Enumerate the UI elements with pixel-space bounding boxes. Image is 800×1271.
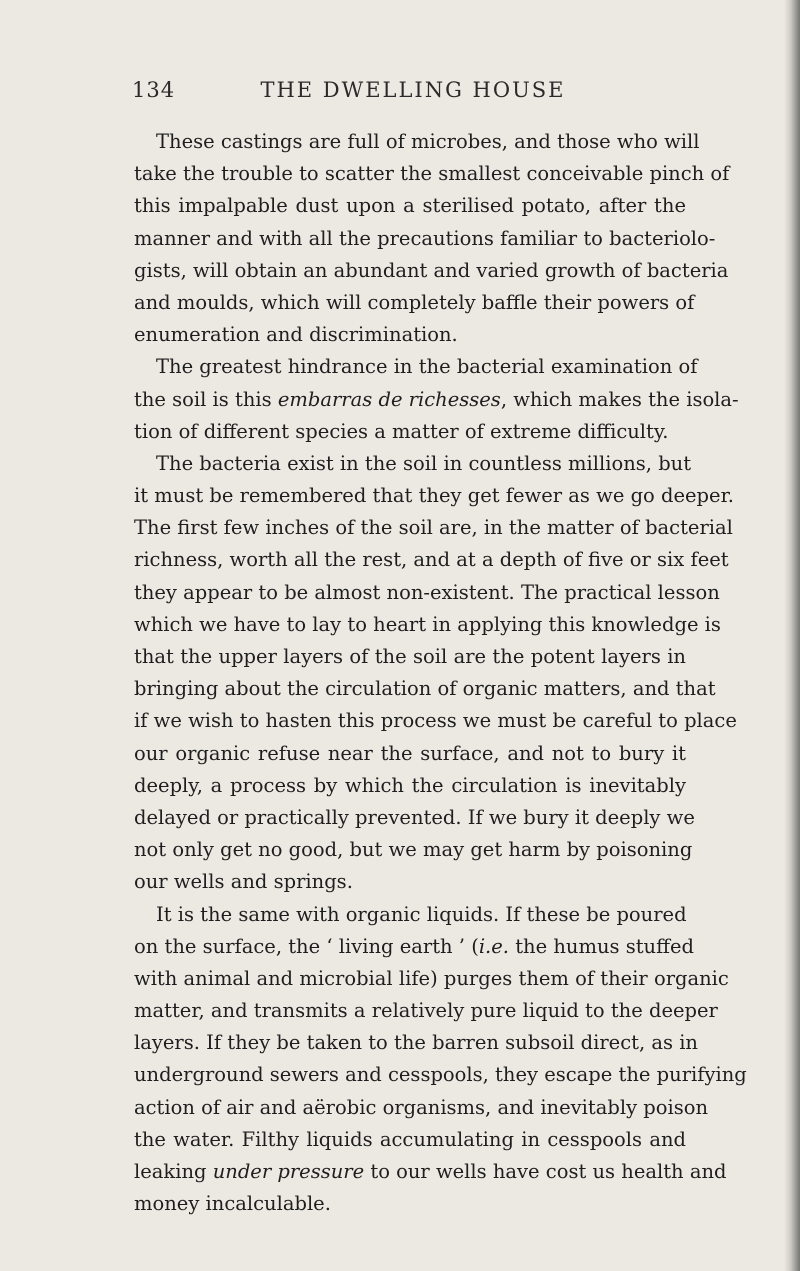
text-line xyxy=(134,223,716,255)
body-text xyxy=(134,126,747,1220)
text-line xyxy=(134,416,686,448)
text-run: on the surface, the ‘ living earth ’ ( xyxy=(134,934,479,958)
text-line xyxy=(134,641,686,673)
text-run: deeply, a process by which the circulation is inevitably xyxy=(134,773,686,797)
text-run: tion of different species a matter of extreme difficulty. xyxy=(134,419,669,443)
italic-phrase: embarras de richesses xyxy=(277,387,501,411)
text-line xyxy=(134,673,716,705)
text-line xyxy=(134,705,737,737)
page-header xyxy=(132,78,680,108)
text-run: money incalculable. xyxy=(134,1192,331,1216)
text-line xyxy=(134,1092,709,1124)
text-line xyxy=(134,866,686,898)
text-run: bringing about the circulation of organic matters, and that xyxy=(134,677,716,701)
text-line xyxy=(134,899,686,931)
italic-phrase: i.e. xyxy=(478,934,509,958)
text-run: the humus stuffed xyxy=(509,934,694,958)
text-run: matter, and transmits a relatively pure liquid to the deeper xyxy=(134,999,718,1023)
text-run: It is the same with organic liquids. If these be poured xyxy=(156,902,687,926)
text-line xyxy=(134,384,739,416)
text-run: manner and with all the precautions familiar to bacteriolo- xyxy=(134,226,716,250)
text-run: , which makes the isola- xyxy=(500,387,739,411)
text-line xyxy=(134,190,686,222)
text-line xyxy=(134,1059,747,1091)
text-run: and moulds, which will completely baffle their powers of xyxy=(134,290,695,314)
text-run: leaking xyxy=(134,1160,213,1183)
italic-phrase: under pressure xyxy=(212,1160,365,1183)
text-line xyxy=(134,802,695,834)
text-run: enumeration and discrimination. xyxy=(134,323,458,347)
text-run: gists, will obtain an abundant and varied growth of bacteria xyxy=(134,258,729,282)
text-line xyxy=(134,480,734,512)
text-line xyxy=(134,995,718,1027)
text-run: with animal and microbial life) purges them of their organic xyxy=(134,966,729,990)
text-run: it must be remembered that they get fewer as we go deeper. xyxy=(134,484,734,508)
text-run: they appear to be almost non-existent. The practical lesson xyxy=(134,580,720,604)
running-title: THE DWELLING HOUSE xyxy=(260,78,566,102)
page-number: 134 xyxy=(132,78,176,102)
text-line xyxy=(134,255,729,287)
text-run: the soil is this xyxy=(134,387,278,411)
text-run: not only get no good, but we may get harm by poisoning xyxy=(134,838,693,862)
text-line xyxy=(134,1027,698,1059)
text-line xyxy=(134,1188,686,1220)
text-run: the water. Filthy liquids accumulating in cesspools and xyxy=(134,1127,686,1151)
text-run: our organic refuse near the surface, and not to bury it xyxy=(134,741,686,765)
text-run: this impalpable dust upon a sterilised potato, after the xyxy=(134,194,686,218)
text-run: take the trouble to scatter the smallest conceivable pinch of xyxy=(134,162,730,186)
text-run: which we have to lay to heart in applying this knowledge is xyxy=(134,612,721,636)
text-line xyxy=(134,1124,686,1156)
text-line xyxy=(134,448,692,480)
text-line xyxy=(134,738,686,770)
text-run: The greatest hindrance in the bacterial examination of xyxy=(156,355,698,379)
text-run: The first few inches of the soil are, in the matter of bacterial xyxy=(134,516,733,540)
text-run: These castings are full of microbes, and those who will xyxy=(156,130,700,153)
text-line xyxy=(134,770,686,802)
text-line xyxy=(134,351,698,383)
text-line xyxy=(134,931,694,963)
text-line xyxy=(134,287,695,319)
text-run: The bacteria exist in the soil in countless millions, but xyxy=(156,451,692,475)
text-run: that the upper layers of the soil are the potent layers in xyxy=(134,645,686,668)
text-run: to our wells have cost us health and xyxy=(364,1160,727,1183)
text-line xyxy=(134,834,693,866)
text-line xyxy=(134,512,733,544)
text-run: action of air and aërobic organisms, and inevitably poison xyxy=(134,1095,709,1119)
page-edge-shadow xyxy=(784,0,800,1271)
text-line xyxy=(134,609,721,641)
text-line xyxy=(134,544,729,576)
text-line xyxy=(134,126,700,158)
text-run: richness, worth all the rest, and at a depth of five or six feet xyxy=(134,548,729,572)
text-line xyxy=(134,319,686,351)
text-line xyxy=(134,158,730,190)
text-run: underground sewers and cesspools, they escape the purifying xyxy=(134,1063,747,1087)
text-run: layers. If they be taken to the barren subsoil direct, as in xyxy=(134,1031,698,1055)
text-line xyxy=(134,577,720,609)
text-line xyxy=(134,963,729,995)
text-line xyxy=(134,1156,727,1188)
text-run: if we wish to hasten this process we must be careful to place xyxy=(134,709,737,733)
text-run: our wells and springs. xyxy=(134,870,353,894)
text-run: delayed or practically prevented. If we bury it deeply we xyxy=(134,805,695,829)
